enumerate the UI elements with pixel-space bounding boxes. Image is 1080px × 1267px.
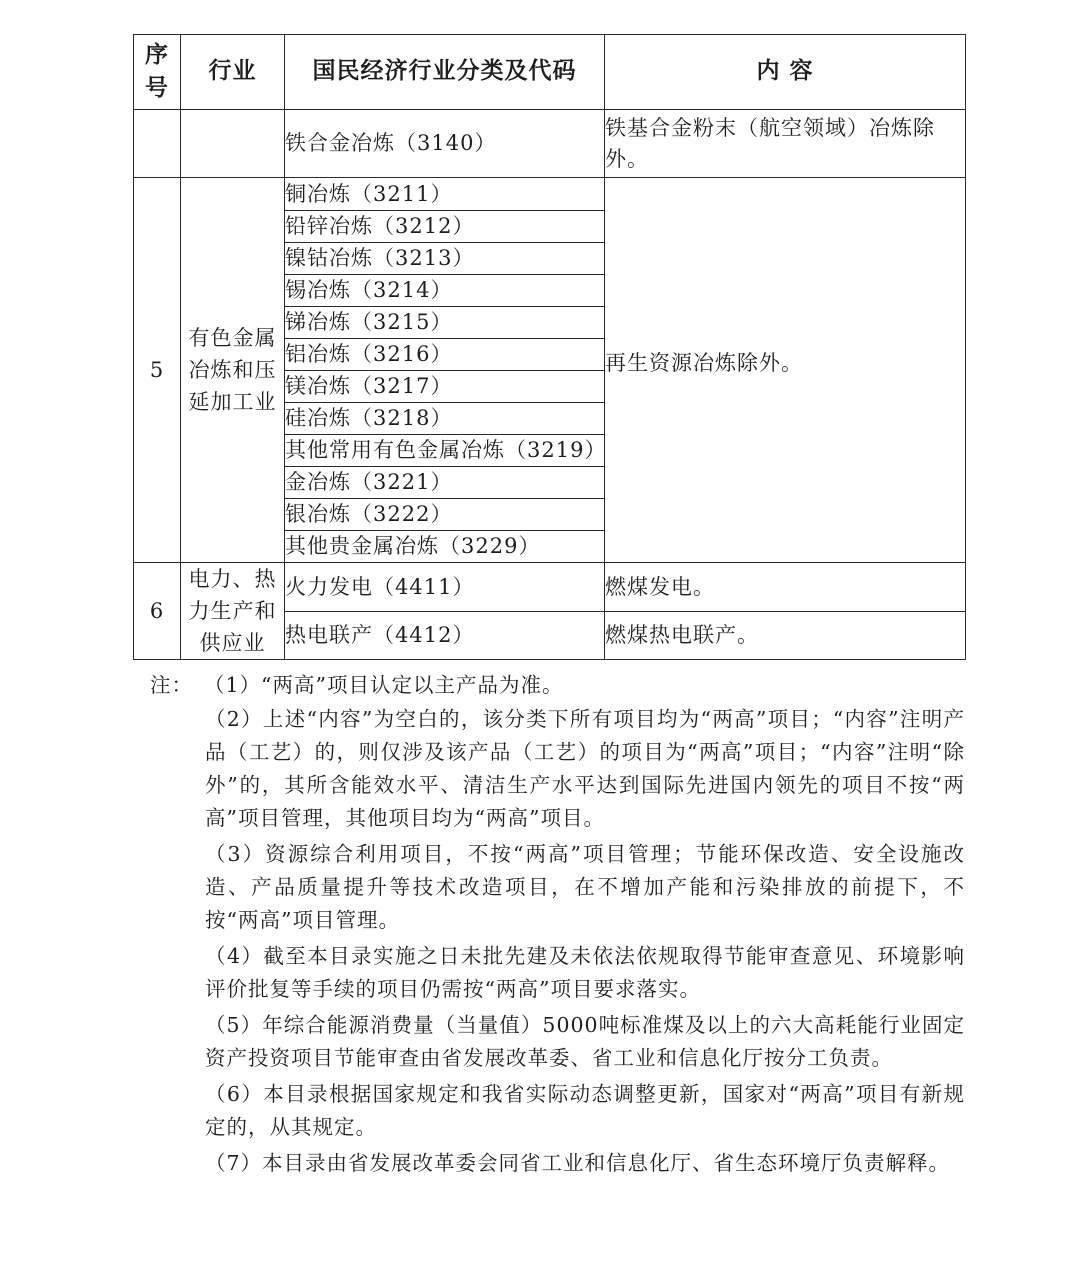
industry-cell (181, 178, 285, 563)
classification-cell: 铝冶炼（3216） (285, 339, 605, 371)
classification-cell: 铅锌冶炼（3212） (285, 211, 605, 243)
classification-cell: 硅冶炼（3218） (285, 403, 605, 435)
note-item: （2）上述“内容”为空白的，该分类下所有项目均为“两高”项目；“内容”注明产品（工艺）的，则仅涉及该产品（工艺）的项目为“两高”项目；“内容”注明“除外”的，其所含能效水平、清洁生产水平达到国际先进国内领先的项目不按“两高”项目管理，其他项目均为“两高”项目。 (205, 707, 965, 830)
content-cell: 再生资源冶炼除外。 (605, 178, 966, 563)
seq-cell-empty (134, 110, 181, 178)
table-row (134, 110, 966, 178)
content-cell: 燃煤发电。 (605, 563, 966, 612)
note-item (150, 668, 970, 702)
note-item: （5）年综合能源消费量（当量值）5000吨标准煤及以上的六大高耗能行业固定资产投资项目节能审查由省发展改革委、省工业和信息化厅按分工负责。 (205, 1013, 965, 1070)
header-industry: 行业 (181, 35, 285, 110)
classification-cell: 其他贵金属冶炼（3229） (285, 531, 605, 563)
table-row (134, 178, 966, 211)
notes-prefix: 注： (150, 673, 193, 697)
note-item: （6）本目录根据国家规定和我省实际动态调整更新，国家对“两高”项目有新规定的，从其规定。 (205, 1082, 965, 1139)
classification-cell: 其他常用有色金属冶炼（3219） (285, 435, 605, 467)
classification-cell: 银冶炼（3222） (285, 499, 605, 531)
industry-name: 电力、热力生产和供应业 (188, 567, 277, 655)
industry-cell-empty (181, 110, 285, 178)
classification-cell: 金冶炼（3221） (285, 467, 605, 499)
table-header-row (134, 35, 966, 110)
classification-cell: 铁合金冶炼（3140） (285, 110, 605, 178)
classification-cell: 锡冶炼（3214） (285, 275, 605, 307)
header-content: 内 容 (605, 35, 966, 110)
note-text: （1）“两高”项目认定以主产品为准。 (204, 673, 564, 697)
seq-cell: 6 (134, 563, 181, 660)
notes-section (150, 668, 970, 1180)
content-cell: 铁基合金粉末（航空领域）冶炼除外。 (605, 110, 966, 178)
classification-cell: 锑冶炼（3215） (285, 307, 605, 339)
classification-cell: 火力发电（4411） (285, 563, 605, 612)
seq-cell: 5 (134, 178, 181, 563)
table-row (134, 563, 966, 612)
classification-cell: 镍钴冶炼（3213） (285, 243, 605, 275)
note-item: （7）本目录由省发展改革委会同省工业和信息化厅、省生态环境厅负责解释。 (205, 1151, 951, 1175)
note-item: （4）截至本目录实施之日未批先建及未依法依规取得节能审查意见、环境影响评价批复等手续的项目仍需按“两高”项目要求落实。 (205, 944, 965, 1001)
header-classification: 国民经济行业分类及代码 (285, 35, 605, 110)
industry-name: 有色金属冶炼和压延加工业 (188, 326, 277, 414)
classification-cell: 热电联产（4412） (285, 611, 605, 660)
industry-cell (181, 563, 285, 660)
classification-cell: 镁冶炼（3217） (285, 371, 605, 403)
industry-directory-table (133, 34, 966, 660)
content-cell: 燃煤热电联产。 (605, 611, 966, 660)
header-seq: 序号 (134, 35, 181, 110)
note-item: （3）资源综合利用项目，不按“两高”项目管理；节能环保改造、安全设施改造、产品质量提升等技术改造项目，在不增加产能和污染排放的前提下，不按“两高”项目管理。 (205, 842, 965, 932)
classification-cell: 铜冶炼（3211） (285, 178, 605, 211)
